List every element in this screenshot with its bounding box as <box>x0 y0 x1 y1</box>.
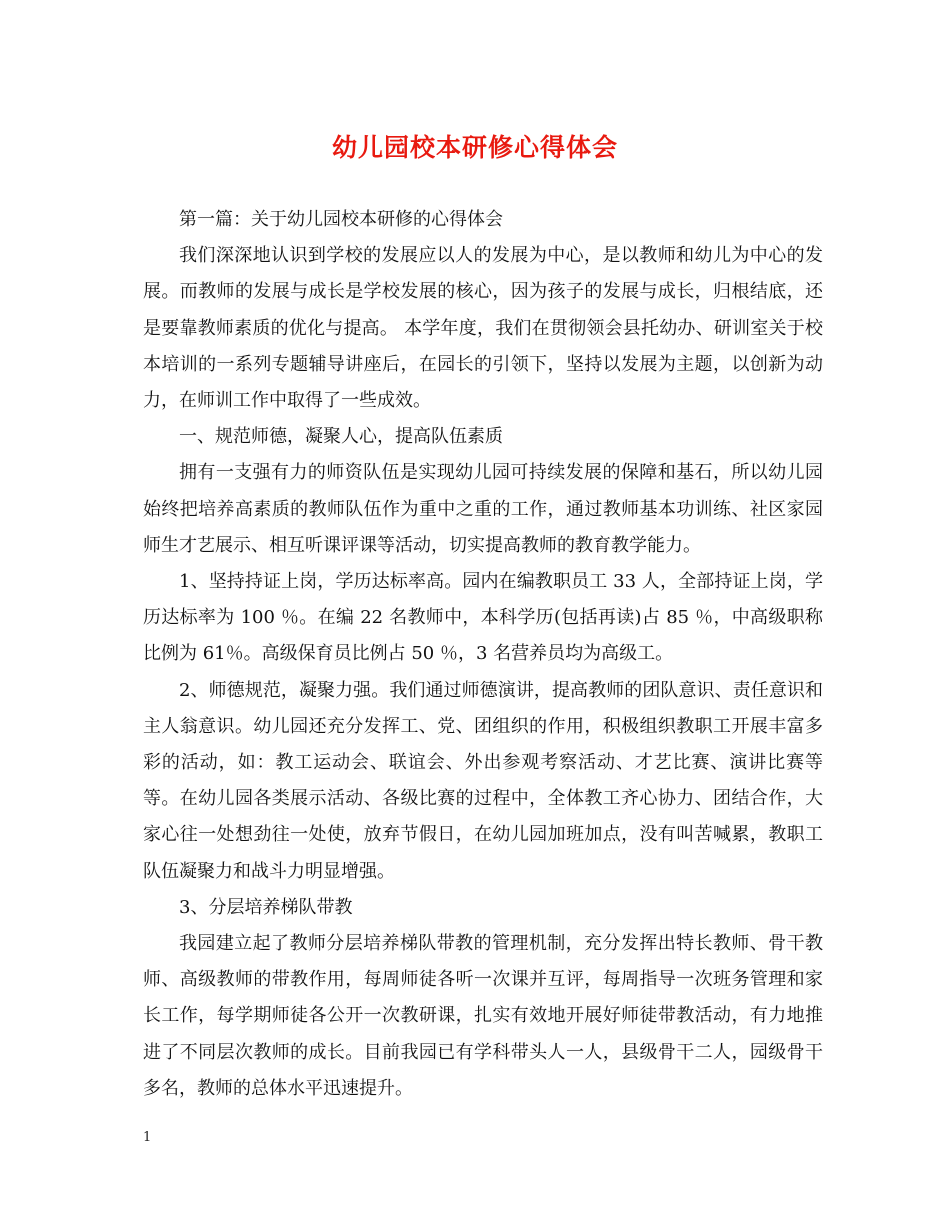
section-heading: 第一篇：关于幼儿园校本研修的心得体会 <box>179 209 503 230</box>
paragraph: 我园建立起了教师分层培养梯队带教的管理机制，充分发挥出特长教师、骨干教师、高级教师的带教作用，每周师徒各听一次课并互评，每周指导一次班务管理和家长工作，每学期师徒各公开一次教研课，扎实有效地开展好师徒带教活动，有力地推进了不同层次教师的成长。目前我园已有学科带头人一人，县级骨干二人，园级骨干多名，教师的总体水平迅速提升。 <box>143 933 823 1099</box>
document-body <box>143 202 823 1107</box>
paragraph: 1、坚持持证上岗，学历达标率高。园内在编教职员工 33 人，全部持证上岗，学历达标率为 100 ％。在编 22 名教师中，本科学历(包括再读)占 85 ％，中高级职称比例为 61％。高级保育员比例占 50 ％，3 名营养员均为高级工。 <box>143 571 823 665</box>
page-number: 1 <box>143 1130 152 1145</box>
document-title: 幼儿园校本研修心得体会 <box>331 133 618 162</box>
paragraph: 拥有一支强有力的师资队伍是实现幼儿园可持续发展的保障和基石，所以幼儿园始终把培养高素质的教师队伍作为重中之重的工作，通过教师基本功训练、社区家园师生才艺展示、相互听课评课等活动，切实提高教师的教育教学能力。 <box>143 462 823 556</box>
paragraph: 2、师德规范，凝聚力强。我们通过师德演讲，提高教师的团队意识、责任意识和主人翁意识。幼儿园还充分发挥工、党、团组织的作用，积极组织教职工开展丰富多彩的活动，如：教工运动会、联谊会、外出参观考察活动、才艺比赛、演讲比赛等等。在幼儿园各类展示活动、各级比赛的过程中，全体教工齐心协力、团结合作，大家心往一处想劲往一处使，放弃节假日，在幼儿园加班加点，没有叫苦喊累，教职工队伍凝聚力和战斗力明显增强。 <box>143 679 823 882</box>
paragraph: 我们深深地认识到学校的发展应以人的发展为中心，是以教师和幼儿为中心的发展。而教师的发展与成长是学校发展的核心，因为孩子的发展与成长，归根结底，还是要靠教师素质的优化与提高。 本学年度，我们在贯彻领会县托幼办、研训室关于校本培训的一系列专题辅导讲座后，在园长的引领下，坚持以发展为主题，以创新为动力，在师训工作中取得了一些成效。 <box>143 245 823 412</box>
section-heading: 3、分层培养梯队带教 <box>179 896 353 918</box>
section-heading: 一、规范师德，凝聚人心，提高队伍素质 <box>179 426 503 448</box>
